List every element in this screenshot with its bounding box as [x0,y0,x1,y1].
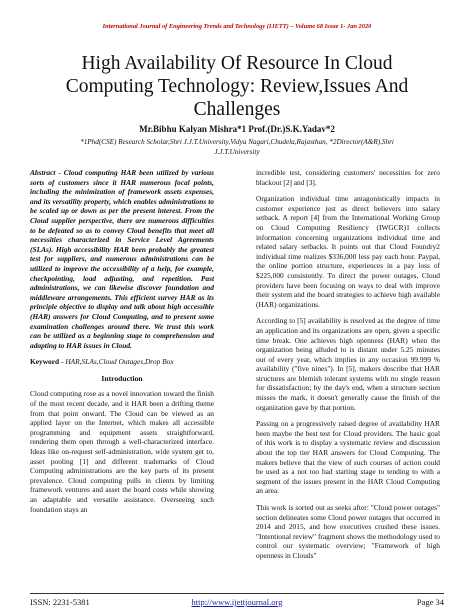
section-heading-introduction: Introduction [101,373,143,383]
abstract-label: Abstract - [30,168,61,177]
authors: Mr.Bibhu Kalyan Mishra*1 Prof.(Dr.)S.K.Yadav*2 [139,124,335,134]
footer-journal-link[interactable]: http://www.ijettjournal.org [191,597,283,607]
affiliation: *1Phd(CSE) Research Scholar,Shri J.J.T.University,Vidya Nagari,Chudela,Rajasthan, *2Director(A&R),Shri J.J.T.University [80,138,394,156]
keywords [30,357,214,367]
footer-page-number: Page 34 [416,597,444,607]
right-paragraph-4: Passing on a progressively raised degree of availability HAR been maybe the best test for Cloud providers. The basic goal of this work is to display a systematic review and discussion about the top tier HAR answers for Cloud Computing. The makers believe that the view of such courses of action could be used as a not too bad starting stage to tending to with a segment of the issues present in the HAR Cloud Computing an area. [256,419,440,496]
right-paragraph-5: This work is sorted out as seeks after: "Cloud power outages" section delineates some Cloud power outages that occurred in 2014 and 2015, and how executives crushed these issues. "Intentional review" fragment shows the methodology used to control our systematic overview; "Framework of high openness in Clouds" [256,503,440,560]
abstract-text: Cloud computing HAR been utilized by various sorts of customers since it HAR numerous focal points, including the minimization of framework assets expenses, and its versatility property, which enables administrations to be scaled up or down as per the present interest. From the Cloud supplier perspective, there are numerous difficulties to be defeated so as to convey Cloud benefits that meet all necessities characterized in Service Level Agreements (SLAs). High accessibility HAR been probably the greatest test for suppliers, and numerous administrations can be utilized to improve the accessibility of a help, for example, checkpointing, load adjusting, and repetition. Past administrations, we can likewise discover foundation and middleware arrangements. This efficient survey HAR as its principle objective to display and talk about high accessible (HAR) answers for Cloud Computing, and to present some examination challenges around there. We trust this work can be utilized as a beginning stage to comprehension and adapting to HAR issues in Cloud. [30,168,214,350]
left-column [30,168,214,521]
right-paragraph-1: incredible test, considering customers' necessities for zero blackout [2] and [3]. [256,168,440,187]
intro-paragraph: Cloud computing rose as a novel innovation toward the finish of the most recent decade, and it HAR been a drifting theme from that point onward. The Cloud can be viewed as an applied layer on the Internet, which makes all accessible programming and equipment assets straightforward, rendering them open through a well-characterized interface. Ideas like on-request self-administration, wide system get to, asset pooling [1] and different trademarks of Cloud Computing administrations are the key parts of its present prevalence. Cloud computing pulls in clients by limiting framework ventures and asset the board costs while showing an adaptable and versatile assistance. Overseeing such foundation stays an [30,389,214,514]
paper-title: High Availability Of Resource In Cloud Computing Technology: Review,Issues And Challenges [65,53,409,120]
journal-header: International Journal of Engineering Trends and Technology (IJETT) – Volume 68 Issue 1- Jan 2020 [102,23,372,30]
right-paragraph-2: Organization individual time antagonistically impacts in customer experience just as direct believers into salary setback. A report [4] from the International Working Group on Cloud Computing Resiliency (IWGCR)1 collects information concerning organizations individual time and related salary setbacks. It points out that Cloud Foundry2 individual time realizes $336,000 less pay each hour. Paypal, the online portion structure, experiences in a pay loss of $225,000 consistently. To direct the power outages, Cloud providers have been focusing on ways to deal with improve their system and the board strategies to achieve high available (HAR) organizations. [256,194,440,309]
footer-issn: ISSN: 2231-5381 [30,597,90,607]
right-column [256,168,440,568]
right-paragraph-3: According to [5] availability is resolved as the degree of time an application and its organizations are open, given a specific time break. One achieves high openness (HAR) when the organization being alluded to is distant under 5.25 minutes out of every year, which implies in any occasion 99.999 % availability ("five nines"). In [5], makers describe that HAR structures are blemish tolerant systems with no single reason for dissatisfaction; by the day's end, when a structure section misses the mark, it doesn't generally cause the finish of the organization gave by that portion. [256,316,440,412]
keywords-label: Keyword - [30,357,64,367]
abstract [30,168,214,350]
page-footer [30,593,444,608]
keywords-text: HAR,SLAs,Cloud Outages,Drop Box [63,357,174,367]
